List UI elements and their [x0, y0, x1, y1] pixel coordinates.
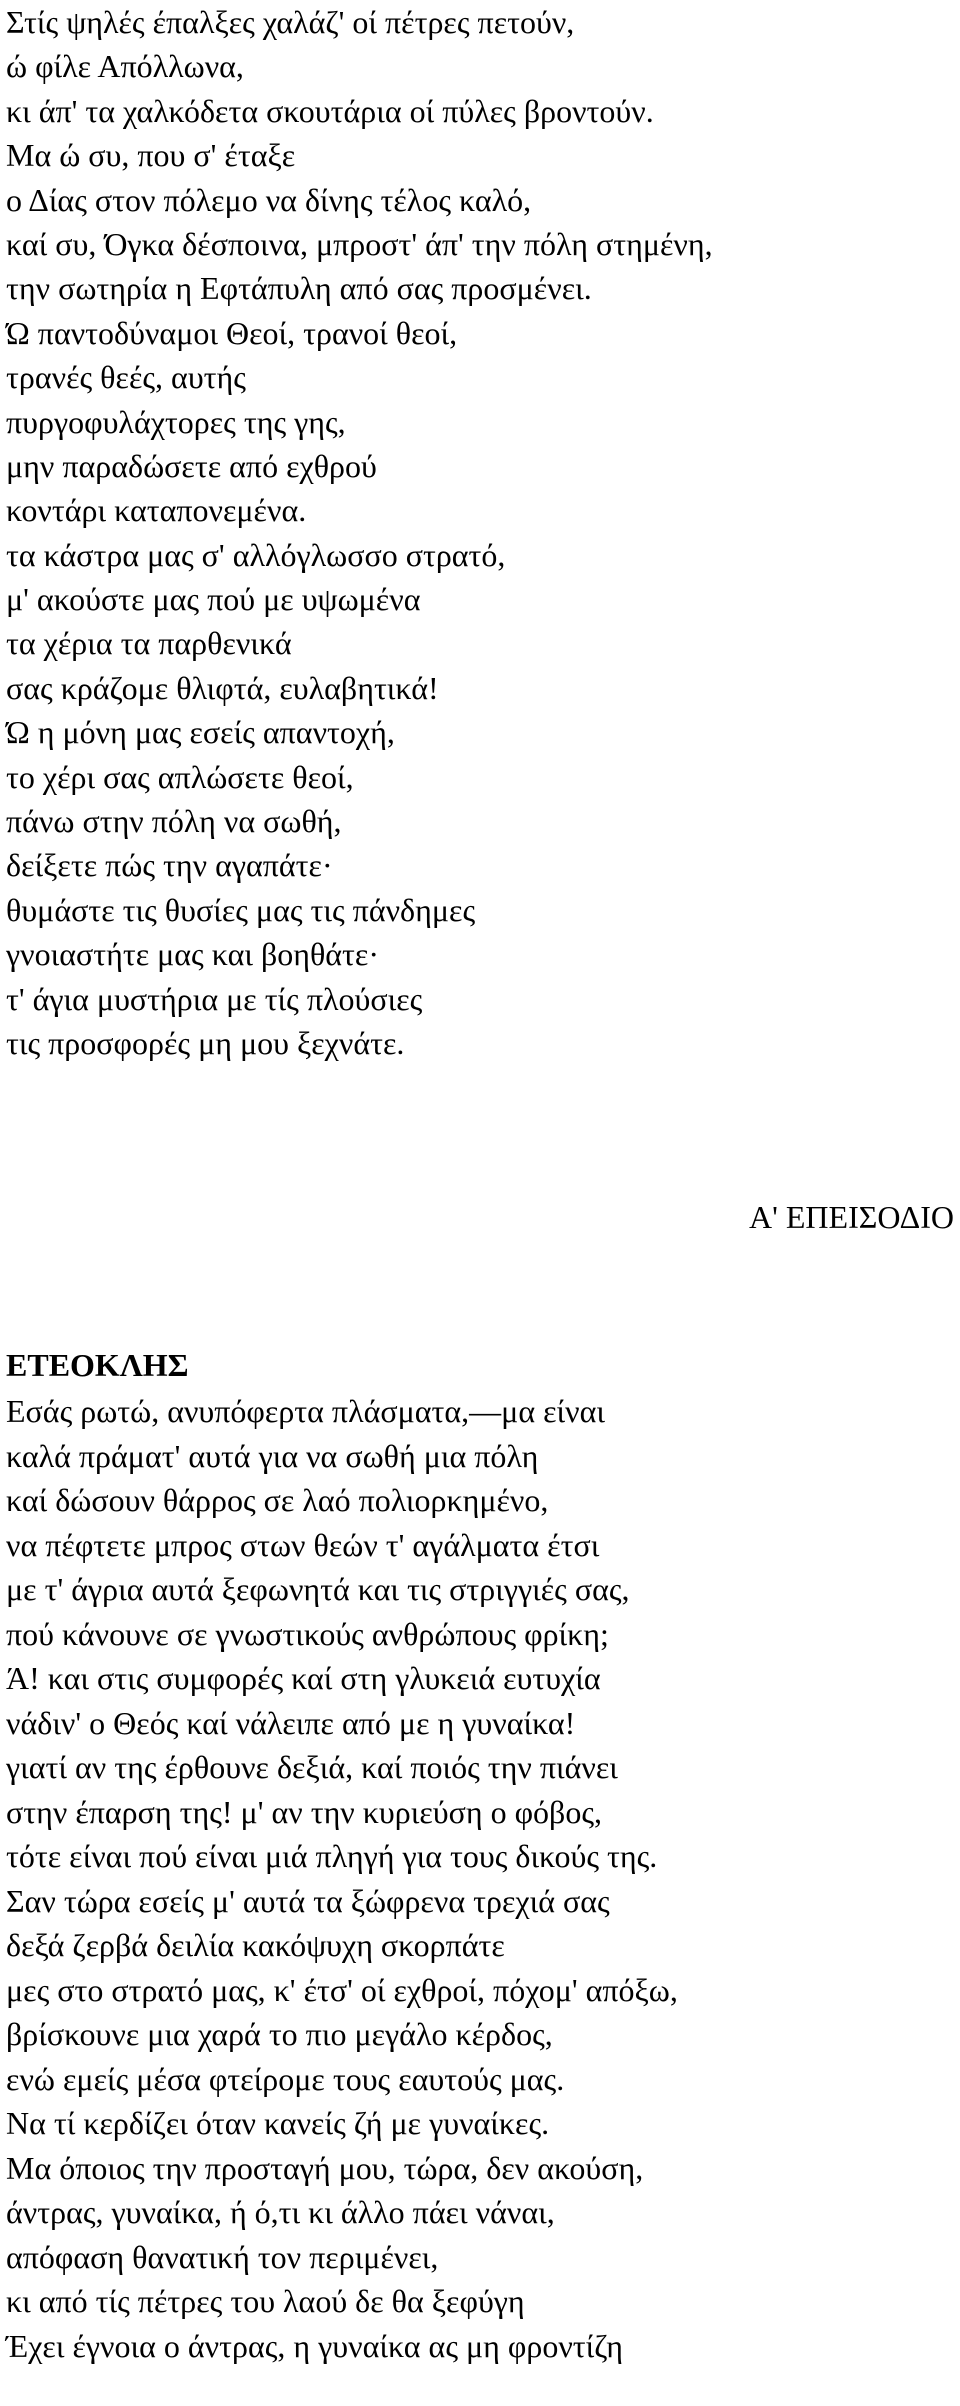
speech-text [6, 1389, 956, 2368]
chorus-line: Μα ώ συ, που σ' έταξε [6, 137, 296, 174]
speech-line: γιατί αν της έρθουνε δεξιά, καί ποιός την πιάνει [6, 1749, 618, 1785]
speech-line: καλά πράματ' αυτά για να σωθή μια πόλη [6, 1437, 539, 1474]
chorus-line: κι άπ' τα χαλκόδετα σκουτάρια οί πύλες βροντούν. [6, 92, 654, 129]
speech-line: με τ' άγρια αυτά ξεφωνητά και τις στριγγιές σας, [6, 1571, 630, 1607]
chorus-ode [6, 0, 956, 1065]
speech-line: κι από τίς πέτρες του λαού δε θα ξεφύγη [6, 2283, 525, 2319]
speaker-name: ΕΤΕΟΚΛΗΣ [6, 1347, 189, 1383]
chorus-line: την σωτηρία η Εφτάπυλη από σας προσμένει. [6, 270, 592, 307]
episode-heading: Α' ΕΠΕΙΣΟΔΙΟ [748, 1199, 954, 1235]
chorus-line: τρανές θεές, αυτής [6, 359, 246, 396]
chorus-line: τα κάστρα μας σ' αλλόγλωσσο στρατό, [6, 536, 506, 573]
chorus-line: Ώ παντοδύναμοι Θεοί, τρανοί θεοί, [6, 314, 458, 351]
chorus-line: καί συ, Όγκα δέσποινα, μπροστ' άπ' την πόλη στημένη, [6, 225, 713, 262]
chorus-line: κοντάρι καταπονεμένα. [6, 492, 307, 529]
speech-line: τότε είναι πού είναι μιά πληγή για τους δικούς της. [6, 1838, 658, 1874]
chorus-line: γνοιαστήτε μας και βοηθάτε· [6, 936, 379, 973]
chorus-line: μην παραδώσετε από εχθρού [6, 447, 377, 484]
speech-line: Σαν τώρα εσείς μ' αυτά τα ξώφρενα τρεχιά σας [6, 1882, 610, 1919]
chorus-line: ώ φίλε Απόλλωνα, [6, 48, 244, 85]
speech-line: νάδιν' ο Θεός καί νάλειπε από με η γυναίκα! [6, 1704, 576, 1741]
speech-line: δεξά ζερβά δειλία κακόψυχη σκορπάτε [6, 1927, 505, 1963]
chorus-line: μ' ακούστε μας πού με υψωμένα [6, 581, 421, 618]
chorus-line: το χέρι σας απλώσετε θεοί, [6, 758, 354, 795]
chorus-line: Ώ η μόνη μας εσείς απαντοχή, [6, 714, 395, 751]
speech-line: Έχει έγνοια ο άντρας, η γυναίκα ας μη φροντίζη [6, 2327, 623, 2364]
chorus-line: Στίς ψηλές έπαλξες χαλάζ' οί πέτρες πετούν, [6, 4, 575, 40]
speech-line: να πέφτετε μπρος στων θεών τ' αγάλματα έτσι [6, 1526, 600, 1563]
chorus-line: δείξετε πώς την αγαπάτε· [6, 847, 333, 884]
chorus-line: πάνω στην πόλη να σωθή, [6, 803, 342, 840]
chorus-line: τ' άγια μυστήρια με τίς πλούσιες [6, 980, 423, 1017]
speech-line: βρίσκουνε μια χαρά το πιο μεγάλο κέρδος, [6, 2016, 553, 2052]
speech-line: Μα όποιος την προσταγή μου, τώρα, δεν ακούση, [6, 2149, 644, 2186]
chorus-line: πυργοφυλάχτορες της γης, [6, 403, 346, 440]
speech-line: ενώ εμείς μέσα φτείρομε τους εαυτούς μας. [6, 2060, 565, 2097]
speech-line: άντρας, γυναίκα, ή ό,τι κι άλλο πάει νάναι, [6, 2194, 555, 2230]
speech-line: Ά! και στις συμφορές καί στη γλυκειά ευτυχία [6, 1660, 601, 1696]
speech-line: στην έπαρση της! μ' αν την κυριεύση ο φόβος, [6, 1793, 602, 1830]
speech-line: Να τί κερδίζει όταν κανείς ζή με γυναίκες. [6, 2105, 550, 2141]
chorus-line: θυμάστε τις θυσίες μας τις πάνδημες [6, 891, 476, 928]
speech-line: μες στο στρατό μας, κ' έτσ' οί εχθροί, πόχομ' απόξω, [6, 1971, 678, 2008]
speech-line: Εσάς ρωτώ, ανυπόφερτα πλάσματα,—μα είναι [6, 1393, 605, 1429]
chorus-line: τις προσφορές μη μου ξεχνάτε. [6, 1024, 405, 1061]
chorus-line: ο Δίας στον πόλεμο να δίνης τέλος καλό, [6, 181, 532, 218]
speech-line: πού κάνουνε σε γνωστικούς ανθρώπους φρίκη; [6, 1615, 609, 1652]
chorus-line: τα χέρια τα παρθενικά [6, 625, 292, 662]
speech-line: καί δώσουν θάρρος σε λαό πολιορκημένο, [6, 1482, 549, 1518]
chorus-line: σας κράζομε θλιφτά, ευλαβητικά! [6, 669, 439, 706]
speech-line: απόφαση θανατική τον περιμένει, [6, 2238, 439, 2275]
